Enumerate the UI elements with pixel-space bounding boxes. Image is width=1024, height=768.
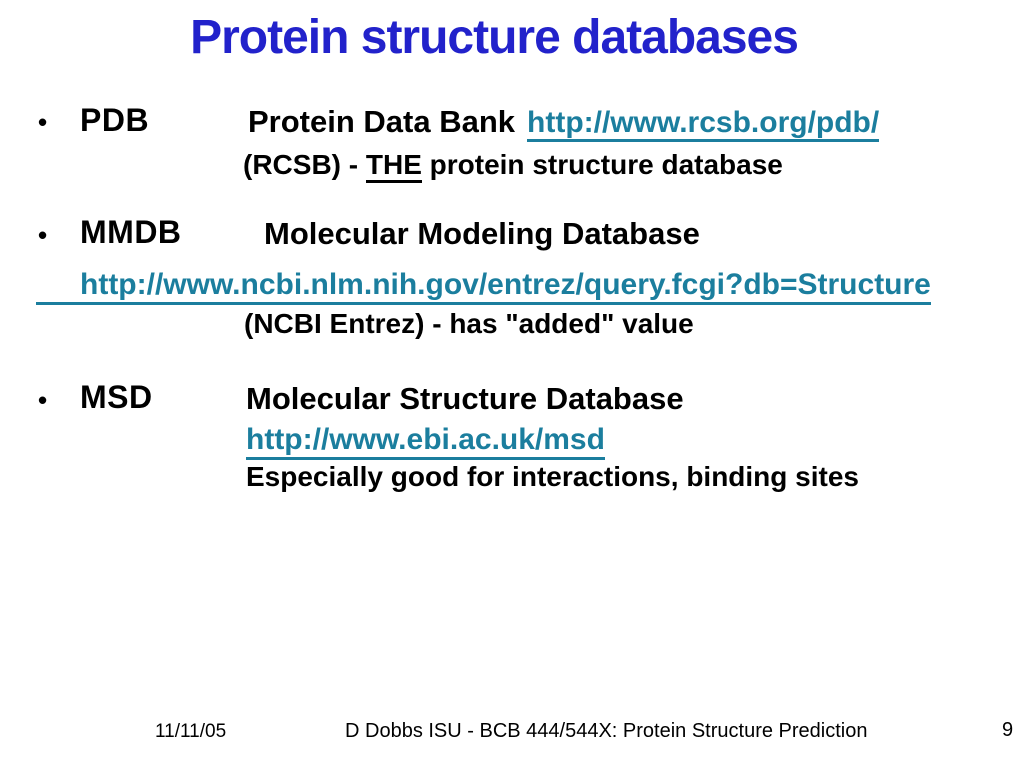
bullet-marker: • [38,107,48,137]
pdb-name: Protein Data Bank [248,104,516,139]
footer-course-title: D Dobbs ISU - BCB 444/544X: Protein Structure Prediction [345,720,868,742]
msd-name: Molecular Structure Database [246,381,684,416]
mmdb-description: (NCBI Entrez) - has "added" value [244,308,694,339]
pdb-link[interactable]: http://www.rcsb.org/pdb/ [527,106,879,142]
pdb-desc-pre: (RCSB) - [243,149,366,180]
mmdb-name: Molecular Modeling Database [264,216,700,251]
bullet-marker: • [38,220,48,250]
bullet-marker: • [38,385,48,415]
footer-page-number: 9 [1002,719,1014,741]
slide-title: Protein structure databases [190,11,798,64]
mmdb-link[interactable]: http://www.ncbi.nlm.nih.gov/entrez/query.fcgi?db=Structure [36,268,931,305]
footer-date: 11/11/05 [155,721,227,742]
pdb-line [248,104,879,140]
msd-link[interactable]: http://www.ebi.ac.uk/msd [246,423,605,460]
term-pdb: PDB [80,102,150,138]
pdb-description [243,149,783,181]
msd-description: Especially good for interactions, binding sites [246,461,859,492]
pdb-desc-post: protein structure database [421,149,783,180]
term-mmdb: MMDB [80,214,182,250]
pdb-desc-underlined: THE [366,149,422,183]
term-msd: MSD [80,379,153,415]
